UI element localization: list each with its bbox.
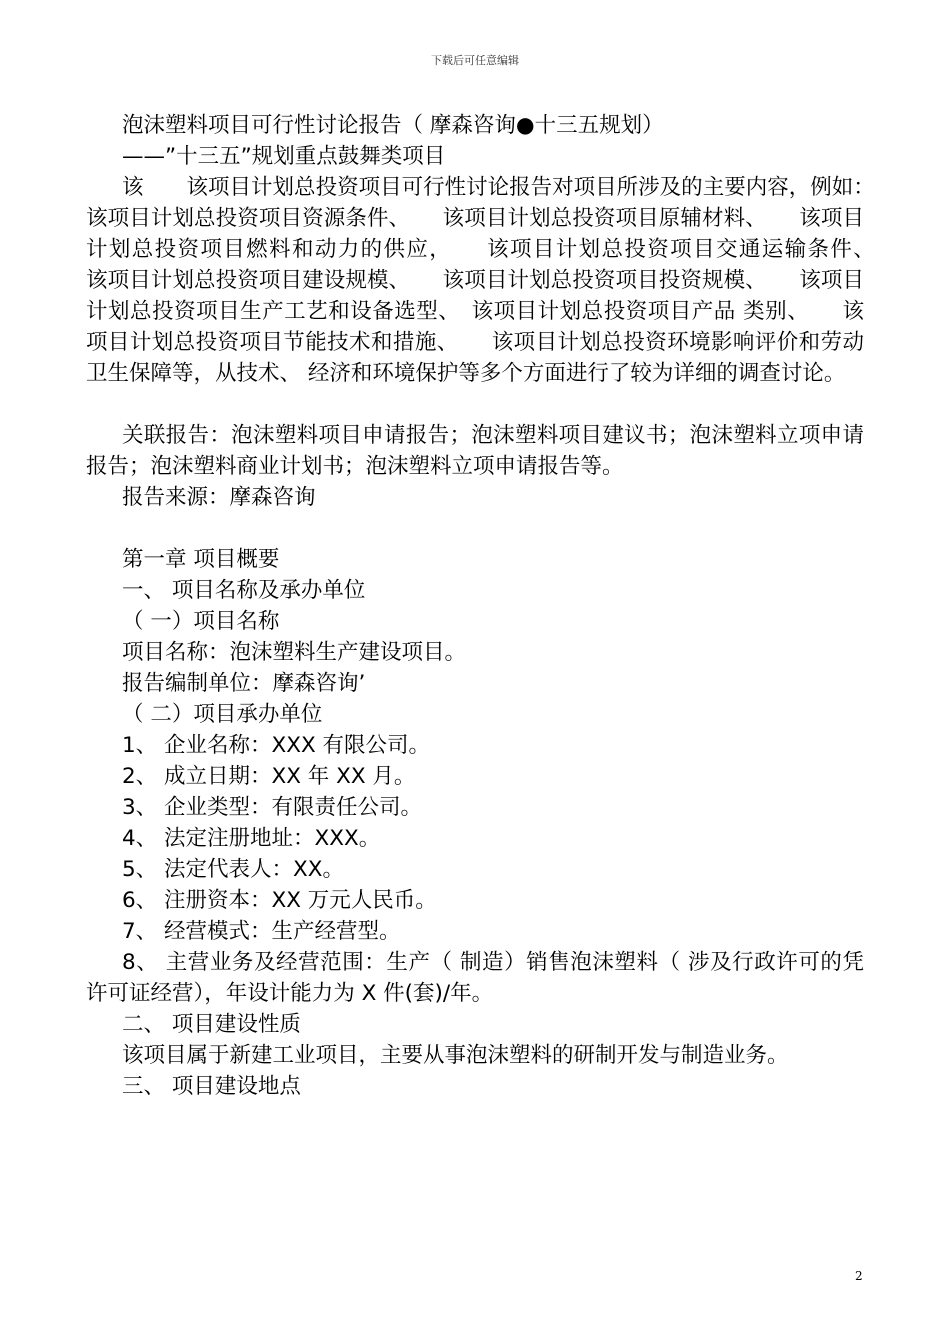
list-item: 4、 法定注册地址：XXX。 (122, 826, 381, 851)
list-item: 1、 企业名称：XXX 有限公司。 (122, 733, 431, 758)
report-source: 报告来源：摩森咨询 (122, 485, 316, 510)
compiler-line: 报告编制单位：摩森咨询’ (122, 671, 366, 696)
subsection-heading-2: （ 二）项目承办单位 (122, 702, 323, 727)
intro-paragraph: 该 该项目计划总投资项目可行性讨论报告对项目所涉及的主要内容，例如： 该项目计划总投资项目资源条件、 该项目计划总投资项目原辅材料、 该项目计划总投资项目燃料和动力的供应， 该项目计划总投资项目交通运输条件、 该项目计划总投资项目建设规模、 该项目计划总投资项目投资规模、 该项目计划总投资项目生产工艺和设备选型、 该项目计划总投资项目产品 类别、 该项目计划总投资项目节能技术和措施、 该项目计划总投资环境影响评价和劳动卫生保障等，从技术、 经济和环境保护等多个方面进行了较为详细的调查讨论。 (86, 175, 908, 386)
page-number: 2 (855, 1269, 863, 1283)
list-item: 3、 企业类型：有限责任公司。 (122, 795, 423, 820)
related-reports: 关联报告：泡沫塑料项目申请报告；泡沫塑料项目建议书；泡沫塑料立项申请报告；泡沫塑料商业计划书；泡沫塑料立项申请报告等。 (86, 423, 864, 479)
subsection-heading-1: （ 一）项目名称 (122, 609, 280, 634)
list-item: 7、 经营模式：生产经营型。 (122, 919, 401, 944)
chapter-heading: 第一章 项目概要 (122, 547, 280, 572)
section-heading-2: 二、 项目建设性质 (122, 1012, 301, 1037)
section-heading-3: 三、 项目建设地点 (122, 1074, 301, 1099)
list-item: 6、 注册资本：XX 万元人民币。 (122, 888, 437, 913)
list-item: 5、 法定代表人：XX。 (122, 857, 344, 882)
project-name-line: 项目名称：泡沫塑料生产建设项目。 (122, 640, 467, 665)
document-body (86, 110, 908, 1102)
report-subtitle: ——”十三五”规划重点鼓舞类项目 (122, 144, 446, 169)
page-header: 下载后可任意编辑 (431, 54, 519, 67)
section-2-text: 该项目属于新建工业项目，主要从事泡沫塑料的研制开发与制造业务。 (122, 1043, 789, 1068)
list-item: 2、 成立日期：XX 年 XX 月。 (122, 764, 416, 789)
section-heading-1: 一、 项目名称及承办单位 (122, 578, 366, 603)
report-title: 泡沫塑料项目可行性讨论报告（ 摩森咨询●十三五规划） (122, 113, 664, 138)
list-item-8: 8、 主营业务及经营范围：生产（ 制造）销售泡沫塑料（ 涉及行政许可的凭许可证经营），年设计能力为 X 件(套)/年。 (86, 950, 864, 1006)
